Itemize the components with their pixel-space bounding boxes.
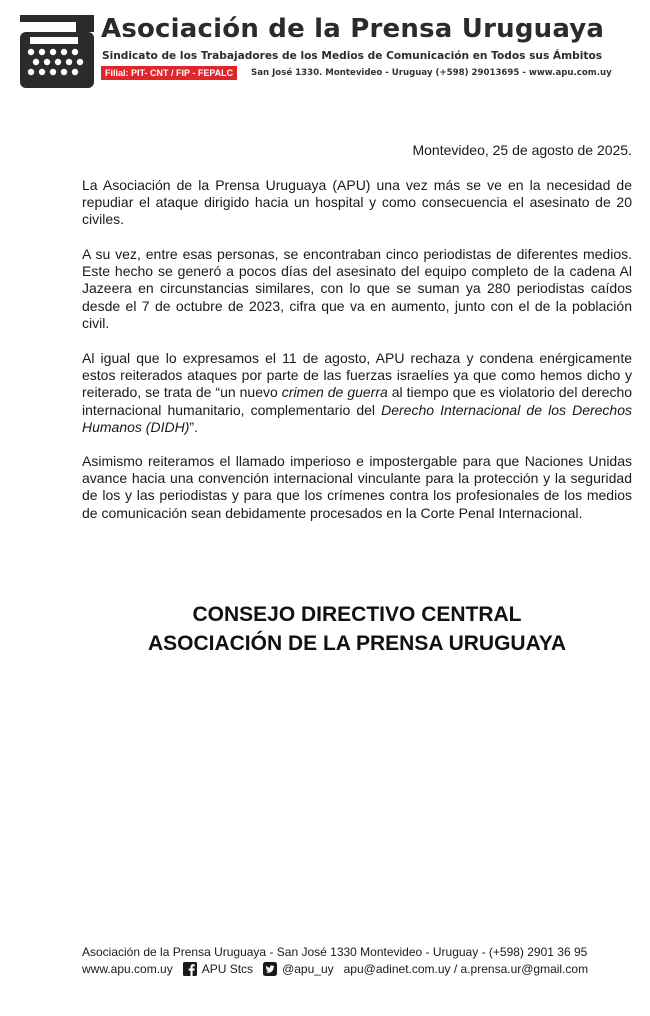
organization-subtitle: Sindicato de los Trabajadores de los Medios de Comunicación en Todos sus Ámbitos	[102, 50, 603, 62]
signature-line-1: CONSEJO DIRECTIVO CENTRAL	[192, 603, 522, 626]
footer-contacts	[82, 962, 588, 976]
paragraph-3-emphasis-a: crimen de guerra	[281, 384, 388, 401]
paragraph-3	[82, 350, 632, 436]
twitter-icon[interactable]	[263, 962, 277, 976]
paragraph-2: A su vez, entre esas personas, se encontraban cinco periodistas de diferentes medios. Este hecho se generó a pocos días del asesinato del equipo completo de la cadena Al Jazeera en circunstancias similares, con lo que se suman ya 280 periodistas caídos desde el 7 de octubre de 2023, cifra que va en aumento, junto con el de la población civil.	[82, 246, 632, 331]
organization-name: Asociación de la Prensa Uruguaya	[101, 14, 605, 44]
paragraph-3-text-c: ”.	[189, 418, 198, 435]
footer-website-link[interactable]: www.apu.com.uy	[82, 962, 173, 976]
header-contact: San José 1330. Montevideo - Uruguay (+598) 29013695 - www.apu.com.uy	[251, 68, 612, 78]
paragraph-1: La Asociación de la Prensa Uruguaya (APU) una vez más se ve en la necesidad de repudiar el ataque dirigido hacia un hospital y como consecuencia el asesinato de 20 civiles.	[82, 177, 632, 228]
footer-emails[interactable]: apu@adinet.com.uy / a.prensa.ur@gmail.com	[343, 962, 589, 976]
affiliation-badge: Filial: PIT- CNT / FIP - FEPALC	[101, 66, 237, 80]
footer-twitter-link[interactable]: @apu_uy	[282, 962, 334, 976]
paragraph-4: Asimismo reiteramos el llamado imperioso e impostergable para que Naciones Unidas avance hacia una convención internacional vinculante para la protección y la seguridad de los y las periodistas y para que los crímenes contra los profesionales de los medios de comunicación sean debidamente procesados en la Corte Penal Internacional.	[82, 453, 632, 521]
footer-facebook-link[interactable]: APU Stcs	[201, 962, 254, 976]
paragraph-3-text-b: al tiempo que es violatorio del derecho internacional humanitario, complementario del	[82, 384, 633, 418]
typewriter-logo-icon	[20, 15, 94, 88]
footer-address: Asociación de la Prensa Uruguaya - San José 1330 Montevideo - Uruguay - (+598) 2901 36 95	[82, 945, 588, 959]
paragraph-3-text-a: Al igual que lo expresamos el 11 de agosto, APU rechaza y condena enérgicamente estos reiterados ataques por parte de las fuerzas israelíes ya que como hemos dicho y reiterado, se trata de “un nuevo	[82, 350, 632, 401]
paragraph-3-emphasis-b: Derecho Internacional de los Derechos Humanos (DIDH)	[82, 401, 632, 435]
signature-line-2: ASOCIACIÓN DE LA PRENSA URUGUAYA	[147, 632, 567, 655]
facebook-icon[interactable]	[183, 962, 197, 976]
letter-date: Montevideo, 25 de agosto de 2025.	[412, 142, 632, 158]
